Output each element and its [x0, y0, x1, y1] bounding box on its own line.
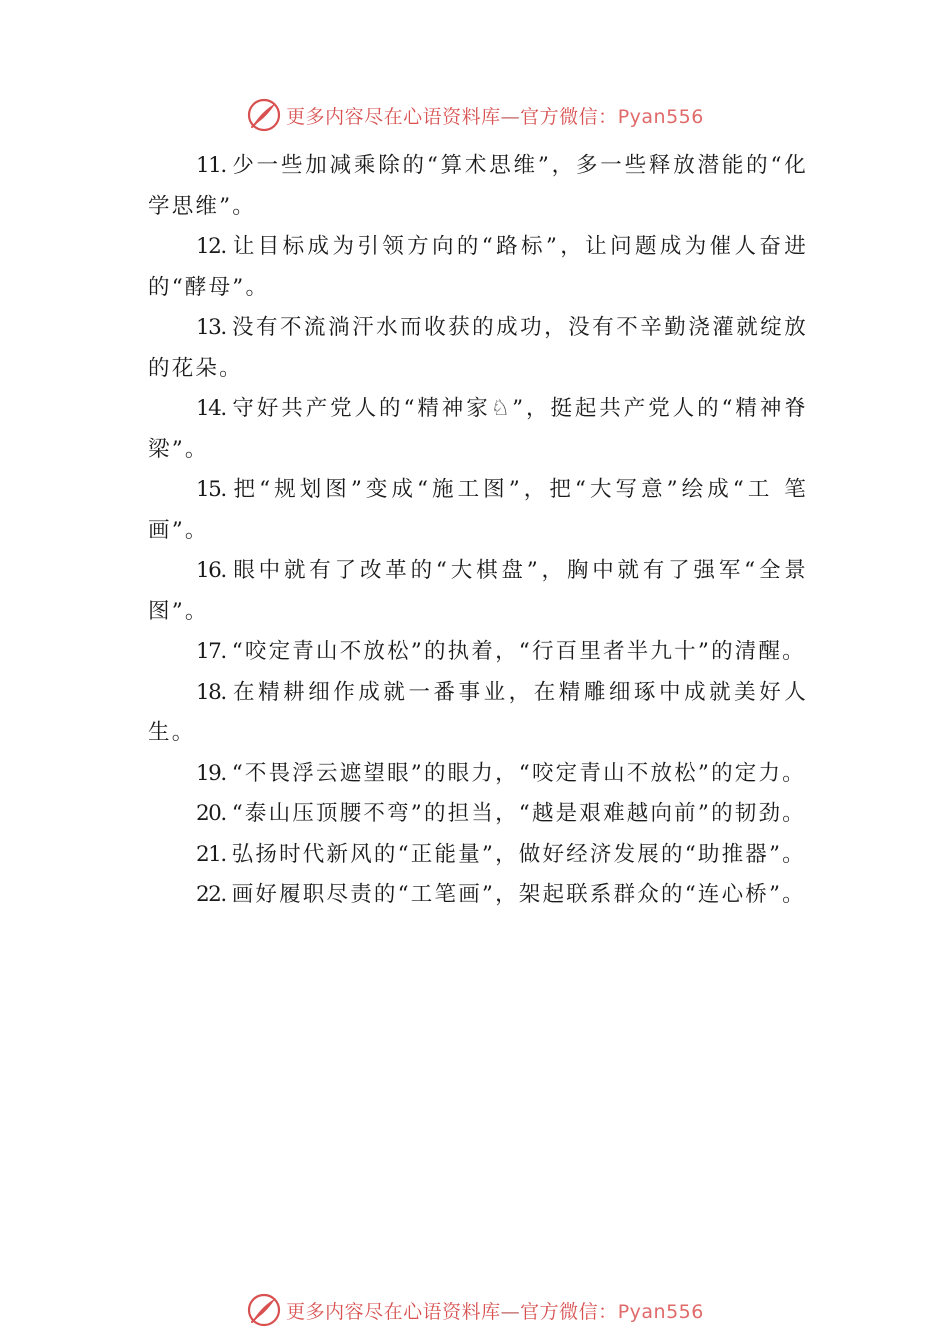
item-text: 守好共产党人的“精神家♘”，挺起共产党人的“精神脊梁”。 — [148, 396, 808, 462]
item-number: 11. — [196, 153, 226, 178]
document-body — [148, 146, 808, 916]
item-number: 14. — [196, 396, 226, 421]
list-item — [148, 673, 808, 754]
item-number: 20. — [196, 801, 226, 826]
item-number: 15. — [196, 477, 226, 502]
list-item — [148, 146, 808, 227]
item-number: 16. — [196, 558, 226, 583]
list-item — [148, 227, 808, 308]
item-text: 把“规划图”变成“施工图”，把“大写意”绘成“工 笔画”。 — [148, 477, 808, 543]
header-banner — [0, 95, 950, 135]
item-number: 17. — [196, 639, 226, 664]
list-item — [148, 632, 808, 673]
wechat-label: 官方微信： — [520, 1300, 618, 1323]
wechat-id: Pyan556 — [617, 1300, 704, 1323]
banner-separator: — — [500, 105, 521, 128]
footer-banner — [0, 1290, 950, 1330]
item-number: 13. — [196, 315, 226, 340]
item-text: 弘扬时代新风的“正能量”，做好经济发展的“助推器”。 — [231, 841, 806, 867]
item-text: 少一些加减乘除的“算术思维”，多一些释放潜能的“化学思维”。 — [148, 153, 808, 219]
list-item — [148, 794, 808, 835]
quill-pen-logo-icon — [246, 97, 282, 133]
item-number: 19. — [196, 760, 226, 786]
item-text: 让目标成为引领方向的“路标”，让问题成为催人奋进的“酵母”。 — [148, 234, 808, 300]
banner-title: 更多内容尽在心语资料库 — [286, 105, 501, 128]
list-item — [148, 754, 808, 795]
list-item — [148, 835, 808, 876]
item-text: 画好履职尽责的“工笔画”，架起联系群众的“连心桥”。 — [231, 882, 806, 907]
list-item — [148, 875, 808, 916]
item-text: 没有不流淌汗水而收获的成功，没有不辛勤浇灌就绽放的花朵。 — [148, 315, 808, 381]
list-item — [148, 389, 808, 470]
item-number: 12. — [196, 234, 226, 259]
wechat-label: 官方微信： — [520, 105, 618, 128]
banner-separator: — — [500, 1300, 521, 1323]
list-item — [148, 470, 808, 551]
wechat-id: Pyan556 — [617, 105, 704, 128]
list-item — [148, 308, 808, 389]
item-text: “泰山压顶腰不弯”的担当，“越是艰难越向前”的韧劲。 — [231, 801, 806, 826]
list-item — [148, 551, 808, 632]
item-number: 22. — [196, 882, 226, 907]
item-text: “不畏浮云遮望眼”的眼力，“咬定青山不放松”的定力。 — [231, 760, 806, 786]
item-number: 21. — [196, 841, 226, 867]
item-text: “咬定青山不放松”的执着，“行百里者半九十”的清醒。 — [231, 639, 806, 664]
item-text: 在精耕细作成就一番事业，在精雕细琢中成就美好人生。 — [148, 679, 808, 745]
banner-title: 更多内容尽在心语资料库 — [286, 1300, 501, 1323]
item-text: 眼中就有了改革的“大棋盘”，胸中就有了强军“全景图”。 — [148, 558, 808, 624]
quill-pen-logo-icon — [246, 1292, 282, 1328]
item-number: 18. — [196, 679, 226, 705]
